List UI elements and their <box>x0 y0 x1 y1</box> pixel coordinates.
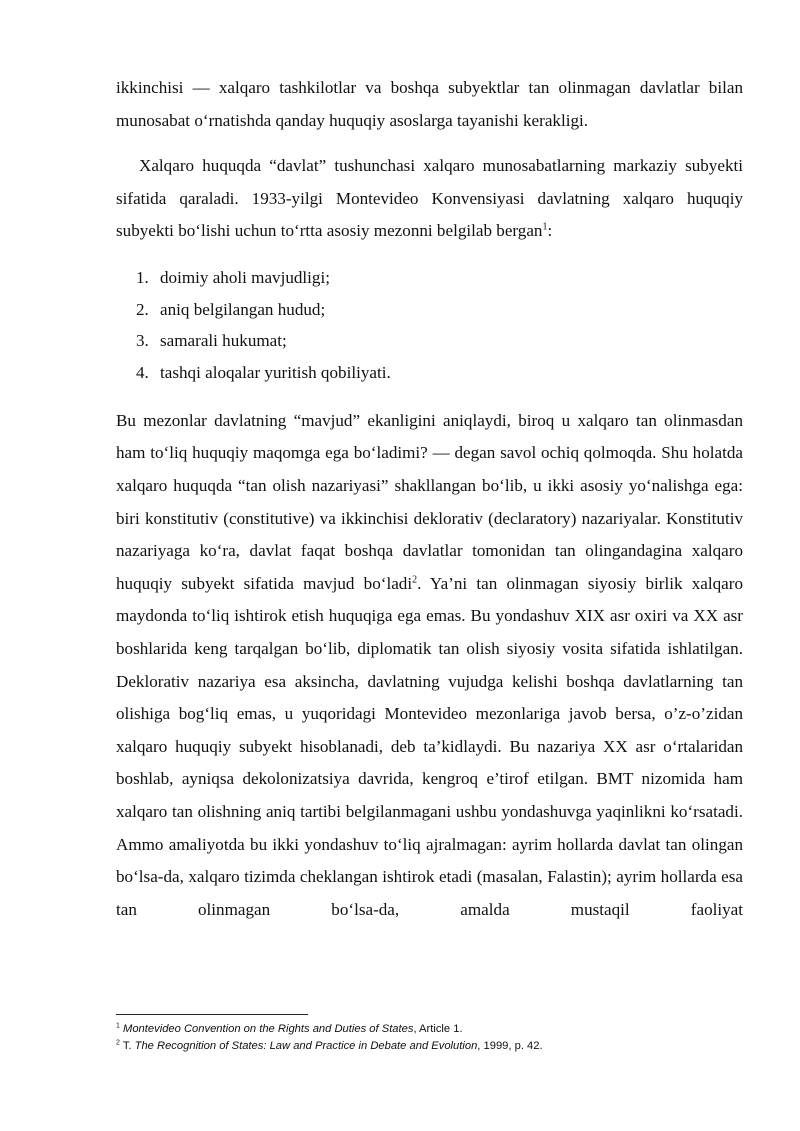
document-page <box>116 72 743 926</box>
list-item <box>116 262 743 294</box>
list-item-text: aniq belgilangan hudud; <box>160 299 326 319</box>
list-item-text: doimiy aholi mavjudligi; <box>160 267 330 287</box>
footnote-number: 2 <box>116 1038 120 1046</box>
list-item-number: 3. <box>136 331 149 351</box>
criteria-list <box>116 262 743 389</box>
footnote-number: 1 <box>116 1022 120 1030</box>
footnote-2: $^2$ T. The Recognition of States: Law and Practice in Debate and Evolution, 1999, p. 42. <box>116 1038 543 1052</box>
paragraph-state-concept: Xalqaro huquqda “davlat” tushunchasi xalqaro munosabatlarning markaziy subyekti sifatida qaraladi. 1933-yilgi Montevideo Konvensiyasi davlatning xalqaro huquqiy subyekti boʻlishi uchun toʻrtta asosiy mezonni belgilab bergan$^1$: <box>116 156 743 241</box>
footnote-title: Montevideo Convention on the Rights and Duties of States <box>123 1023 414 1035</box>
list-item-text: tashqi aloqalar yuritish qobiliyati. <box>160 363 391 383</box>
list-item <box>116 357 743 389</box>
list-item-text: samarali hukumat; <box>160 331 287 351</box>
footnotes <box>116 1021 743 1054</box>
footnote-1: $^1$ Montevideo Convention on the Rights and Duties of States, Article 1. <box>116 1022 463 1035</box>
footnote-separator <box>116 1014 308 1015</box>
list-item-number: 4. <box>136 363 149 383</box>
footnote-ref-2[interactable]: 2 <box>412 574 418 586</box>
paragraph-recognition-theories: Bu mezonlar davlatning “mavjud” ekanligini aniqlaydi, biroq u xalqaro tan olinmasdan ham toʻliq huquqiy maqomga ega boʻladimi? — degan savol ochiq qolmoqda. Shu holatda xalqaro huquqda “tan olish nazariyasi” shakllangan boʻlib, u ikki asosiy yoʻnalishga ega: biri konstitutiv (constitutive) va ikkinchisi deklorativ (declaratory) nazariyalar. Konstitutiv nazariyaga koʻra, davlat faqat boshqa davlatlar tomonidan tan olingandagina xalqaro huquqiy subyekt sifatida mavjud boʻladi$^2$. Ya’ni tan olinmagan siyosiy birlik xalqaro maydonda toʻliq ishtirok etish huquqiga ega emas. Bu yondashuv XIX asr oxiri va XX asr boshlarida keng tarqalgan boʻlib, diplomatik tan olish siyosiy vosita sifatida ishlatilgan. Deklorativ nazariya esa aksincha, davlatning vujudga kelishi boshqa davlatlarning tan olishiga bogʻliq emas, u yuqoridagi Montevideo mezonlariga javob bersa, o’z-o’zidan xalqaro huquqiy subyekt hisoblanadi, deb ta’kidlaydi. Bu nazariya XX asr oʻrtalaridan boshlab, ayniqsa dekolonizatsiya davrida, kengroq e’tirof etilgan. BMT nizomida ham xalqaro tan olishning aniq tartibi belgilanmagani ushbu yondashuvga yaqinlikni koʻrsatadi. Ammo amaliyotda bu ikki yondashuv toʻliq ajralmagan: ayrim hollarda davlat tan olingan boʻlsa-da, xalqaro tizimda cheklangan ishtirok etadi (masalan, Falastin); ayrim hollarda esa tan olinmagan boʻlsa-da, amalda mustaqil faoliyat <box>116 410 743 919</box>
list-item <box>116 294 743 326</box>
list-item <box>116 325 743 357</box>
list-item-number: 2. <box>136 299 149 319</box>
paragraph-intro-continued: ikkinchisi — xalqaro tashkilotlar va boshqa subyektlar tan olinmagan davlatlar bilan munosabat oʻrnatishda qanday huquqiy asoslarga tayanishi kerakligi. <box>116 78 743 130</box>
list-item-number: 1. <box>136 267 149 287</box>
footnote-title: The Recognition of States: Law and Practice in Debate and Evolution <box>134 1039 478 1052</box>
footnote-ref-1[interactable]: 1 <box>542 221 548 233</box>
